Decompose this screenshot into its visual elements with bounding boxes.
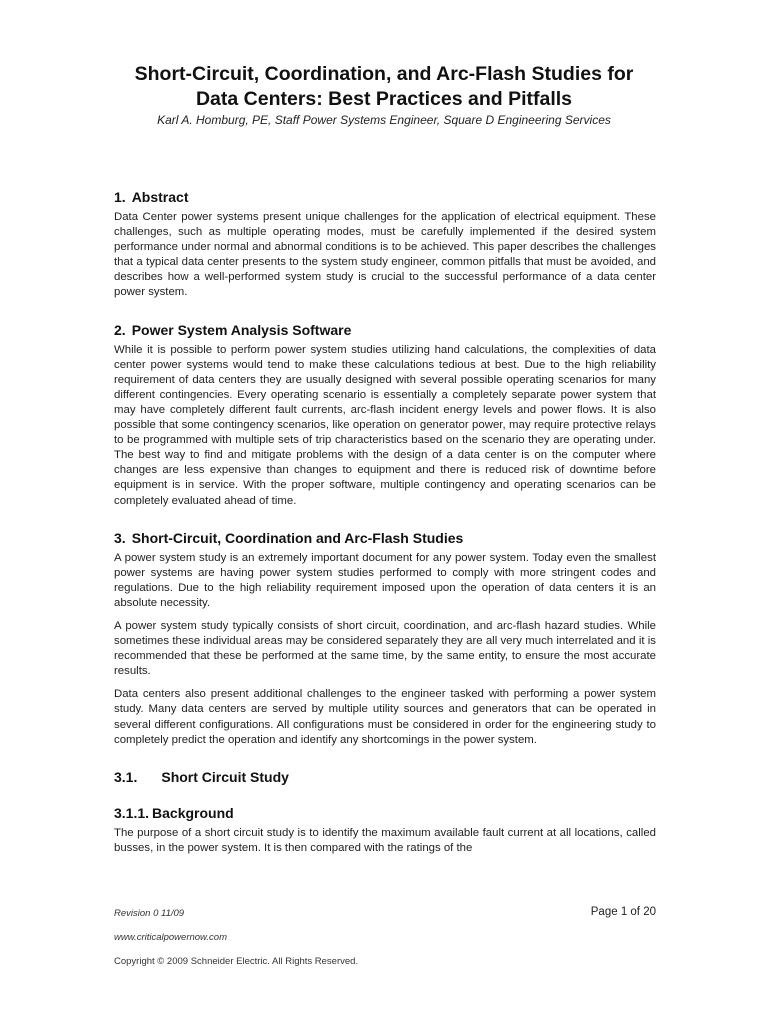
paragraph: Data Center power systems present unique challenges for the application of electrical equipment. These challenges, such as multiple operating modes, must be carefully implemented if the desired system performance under normal and abnormal conditions is to be achieved. This paper describes the challenges that a typical data center presents to the system study engineer, common pitfalls that must be avoided, and describes how a well-performed system study is crucial to the successful performance of a data center power system. (114, 211, 656, 299)
section-studies (114, 529, 656, 748)
paragraph: While it is possible to perform power system studies utilizing hand calculations, the complexities of data center power systems would tend to make these calculations tedious at best. Due to the high reliability requirement of data centers they are usually designed with several possible operating scenarios for many different contingencies. Every operating scenario is essentially a completely separate power system that may have completely different fault currents, arc-flash incident energy levels and power flows. It is also possible that some contingency scenarios, like operation on generator power, may require protective relays to be programmed with multiple sets of trip characteristics based on the scenario they are operating under. The best way to find and mitigate problems with the design of a data center is on the computer where changes are less expensive than changes to equipment and there is reduced risk of downtime before equipment is in service. With the proper software, multiple contingency and operating scenarios can be completely evaluated ahead of time. (114, 343, 656, 507)
footer-url[interactable]: www.criticalpowernow.com (114, 932, 227, 943)
document-body (114, 188, 656, 876)
author-line: Karl A. Homburg, PE, Staff Power Systems Engineer, Square D Engineering Services (157, 113, 611, 127)
section-title: Power System Analysis Software (131, 321, 352, 338)
section-heading (114, 529, 656, 547)
section-abstract (114, 188, 656, 301)
section-heading (114, 768, 656, 786)
paragraph: Data centers also present additional challenges to the engineer tasked with performing a power system study. Many data centers are served by multiple utility sources and generators that can be operated in several different configurations. All configurations must be considered in order for the engineering study to completely predict the operation and identify any shortcomings in the power system. (114, 688, 656, 746)
section-number: 2. (114, 321, 126, 338)
section-title: Short Circuit Study (161, 768, 289, 785)
footer-revision: Revision 0 11/09 (114, 908, 185, 919)
section-number: 1. (114, 189, 126, 205)
footer-page-number: Page 1 of 20 (590, 906, 656, 918)
paragraph: The purpose of a short circuit study is to identify the maximum available fault current at all locations, called busses, in the power system. It is then compared with the ratings of the (114, 826, 656, 854)
section-title: Background (152, 804, 234, 821)
section-number: 3.1. (114, 768, 138, 785)
document-title (60, 62, 708, 112)
section-number: 3. (114, 529, 126, 546)
section-title: Abstract (131, 189, 189, 205)
paragraph: A power system study typically consists of short circuit, coordination, and arc-flash hazard studies. While sometimes these individual areas may be considered separately they are all very much interrelated and it is recommended that these be performed at the same time, by the same entity, to ensure the most accurate results. (114, 619, 656, 678)
section-software (114, 321, 656, 509)
section-background (114, 804, 656, 856)
paragraph: A power system study is an extremely important document for any power system. Today even the smallest power systems are having power system studies performed to comply with more stringent codes and regulations. Due to the high reliability requirement imposed upon the operation of data centers it is an absolute necessity. (114, 551, 656, 609)
section-title: Short-Circuit, Coordination and Arc-Flash Studies (131, 529, 464, 546)
section-heading (114, 188, 656, 206)
title-line-2: Data Centers: Best Practices and Pitfalls (195, 88, 573, 110)
section-number: 3.1.1. (114, 804, 150, 821)
footer-copyright: Copyright © 2009 Schneider Electric. All Rights Reserved. (114, 956, 359, 967)
section-heading (114, 321, 656, 339)
title-line-1: Short-Circuit, Coordination, and Arc-Flash Studies for (134, 63, 634, 85)
section-heading (114, 804, 656, 822)
section-short-circuit (114, 768, 656, 786)
